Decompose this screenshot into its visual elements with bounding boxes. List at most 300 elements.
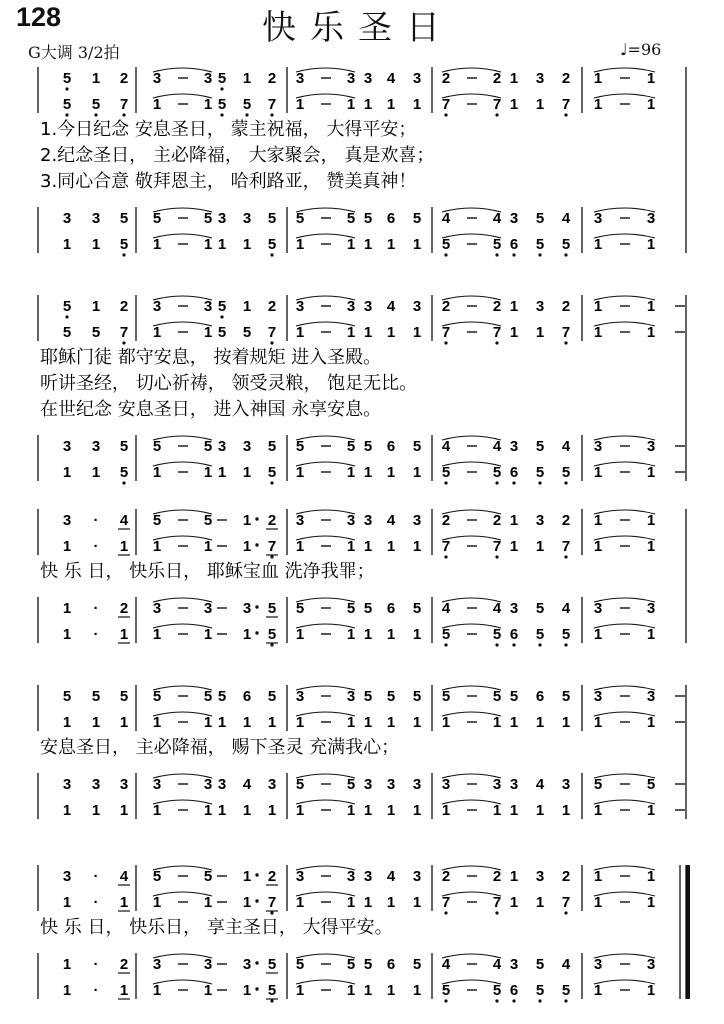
sys2-upper-note: 1 (646, 298, 656, 315)
sys1-lower-note: 1 (295, 236, 305, 253)
sys1-upper-note-low-octave-dot (495, 113, 498, 116)
sys5-upper-note-low-octave-dot (444, 911, 447, 914)
key-signature: G大调 3/2拍 (28, 43, 120, 62)
sys2-upper-note: 5 (62, 298, 72, 315)
sys1-upper-note: 1 (646, 70, 656, 87)
sys3-upper-note: 1 (295, 538, 305, 555)
sys5-upper-note: 3 (363, 868, 373, 885)
sys4-lower-note: 3 (386, 776, 396, 793)
lyric-line: 在世纪念 安息圣日， 进入神国 永享安息。 (40, 399, 382, 420)
sys3-upper-note: 3 (412, 512, 422, 529)
sys5-lower-note: 3 (152, 956, 162, 973)
lyric-line: 安息圣日， 主必降福， 赐下圣灵 充满我心； (40, 737, 400, 758)
sys2-lower-note: 1 (646, 464, 656, 481)
sys1-upper-note: 1 (509, 96, 519, 113)
sys3-lower-note: 1 (363, 626, 373, 643)
sys1-upper-note: 3 (295, 70, 305, 87)
sys5-lower-note: 5 (412, 956, 422, 973)
sys1-upper-note-low-octave-dot (65, 87, 68, 90)
sys1-lower-note: 1 (593, 236, 603, 253)
sys4-lower-note: 1 (346, 802, 356, 819)
sys5-lower-note: 3 (646, 956, 656, 973)
sys2-upper-note: 2 (441, 298, 451, 315)
sys1-upper-note: 2 (492, 70, 502, 87)
sys1-upper-note-low-octave-dot (245, 113, 248, 116)
sys1-lower-note: 6 (386, 210, 396, 227)
sys2-lower-note-low-octave-dot (444, 481, 447, 484)
sys2-lower-note: 5 (119, 464, 129, 481)
sys4-lower-note: 1 (62, 802, 72, 819)
sys5-upper-note: 1 (386, 894, 396, 911)
sys4-lower-note: 1 (152, 802, 162, 819)
sys4-upper-note: 5 (267, 688, 277, 705)
sys1-lower-note: 4 (561, 210, 571, 227)
sys5-lower-note: 5 (363, 956, 373, 973)
sys2-lower-note-low-octave-dot (538, 481, 541, 484)
sys3-upper-note: 2 (561, 512, 571, 529)
sys5-upper-note: 2 (492, 868, 502, 885)
sys4-upper-note: 6 (535, 688, 545, 705)
sys4-lower-note: 5 (646, 776, 656, 793)
sys4-upper-note: 1 (535, 714, 545, 731)
sys1-upper-note: 1 (593, 70, 603, 87)
sys1-lower-note-low-octave-dot (444, 253, 447, 256)
sys5-lower-note: 3 (593, 956, 603, 973)
sys1-upper-note: 3 (535, 70, 545, 87)
lyric-line: 3.同心合意 敬拜恩主， 哈利路亚， 赞美真神！ (40, 171, 417, 192)
sys2-upper-note: 5 (242, 324, 252, 341)
sys4-upper-note: 1 (242, 714, 252, 731)
sys1-lower-note: 3 (509, 210, 519, 227)
sys5-lower-note: 1 (62, 956, 72, 973)
sys3-upper-note: 4 (119, 512, 129, 529)
sys5-lower-note: 6 (509, 982, 519, 999)
sys2-lower-note: 3 (509, 438, 519, 455)
sys2-upper-note: 7 (492, 324, 502, 341)
sys3-lower-note-low-octave-dot (512, 643, 515, 646)
sys4-lower-note: 4 (242, 776, 252, 793)
sys2-lower-note: 1 (386, 464, 396, 481)
sys3-lower-note: 1 (242, 626, 252, 643)
sys1-lower-note: 1 (346, 236, 356, 253)
sys2-upper-note: 3 (152, 298, 162, 315)
sys5-lower-note-low-octave-dot (444, 999, 447, 1002)
sys1-lower-note: 5 (535, 210, 545, 227)
sys5-upper-note: 3 (535, 868, 545, 885)
lyric-line: 2.纪念圣日， 主必降福， 大家聚会， 真是欢喜； (40, 145, 435, 166)
sys2-lower-note: 1 (217, 464, 227, 481)
sys5-upper-note: 5 (203, 868, 213, 885)
sys5-lower-note: 1 (646, 982, 656, 999)
lyric-line: 听讲圣经， 切心祈祷， 领受灵粮， 饱足无比。 (40, 373, 418, 394)
lyric-line: 耶稣门徒 都守安息， 按着规矩 进入圣殿。 (40, 347, 382, 368)
sys1-upper-note-low-octave-dot (122, 113, 125, 116)
sys5-upper-note-low-octave-dot (495, 911, 498, 914)
sys3-lower-note: 5 (363, 600, 373, 617)
sys2-upper-note: 3 (295, 298, 305, 315)
sys5-lower-note-low-octave-dot (495, 999, 498, 1002)
sys1-upper-note: 1 (509, 70, 519, 87)
sys3-upper-note: 3 (535, 512, 545, 529)
sys1-upper-note: 1 (412, 96, 422, 113)
sys1-lower-note: 5 (535, 236, 545, 253)
sys3-lower-note: 3 (242, 600, 252, 617)
sys2-upper-note: 1 (363, 324, 373, 341)
sys3-upper-note: 1 (646, 538, 656, 555)
sys3-lower-note: 1 (295, 626, 305, 643)
sys3-lower-note: 1 (386, 626, 396, 643)
sys2-lower-note: 5 (203, 438, 213, 455)
sys3-lower-note: 5 (412, 600, 422, 617)
sys1-upper-note-low-octave-dot (94, 113, 97, 116)
sys5-upper-note: 1 (62, 894, 72, 911)
sys4-upper-note: 5 (119, 688, 129, 705)
sys4-upper-note: 1 (119, 714, 129, 731)
sys3-upper-note: 7 (441, 538, 451, 555)
sys4-lower-note: 1 (91, 802, 101, 819)
sys5-lower-note: 5 (267, 982, 277, 999)
sys4-lower-note: 3 (203, 776, 213, 793)
sys5-upper-note: 2 (441, 868, 451, 885)
sys3-upper-note: 1 (646, 512, 656, 529)
sys2-lower-note: 5 (152, 438, 162, 455)
sys5-upper-note: 1 (242, 894, 252, 911)
sys3-upper-note: · (93, 512, 99, 529)
sys2-upper-note: 2 (561, 298, 571, 315)
lyric-line: 快 乐 日， 快乐日， 享主圣日， 大得平安。 (40, 917, 393, 938)
sys4-upper-note: 5 (217, 688, 227, 705)
sys5-lower-note: 1 (152, 982, 162, 999)
sys5-upper-note: 1 (646, 894, 656, 911)
sys2-lower-note: 4 (492, 438, 502, 455)
sys1-lower-note: 5 (203, 210, 213, 227)
sys3-lower-note-aug-dot (255, 631, 258, 634)
sys2-upper-note: 5 (91, 324, 101, 341)
sys2-upper-note: 1 (242, 298, 252, 315)
sys5-lower-note: 2 (119, 956, 129, 973)
sys2-lower-note: 3 (91, 438, 101, 455)
sys1-lower-note: 5 (267, 210, 277, 227)
sys2-lower-note: 1 (593, 464, 603, 481)
sys3-lower-note: 4 (492, 600, 502, 617)
sys2-lower-note: 5 (267, 438, 277, 455)
sys3-upper-note: 3 (346, 512, 356, 529)
sys4-lower-note: 1 (363, 802, 373, 819)
sys1-upper-note: 2 (119, 70, 129, 87)
sys2-upper-note: 1 (593, 324, 603, 341)
sys4-lower-note: 5 (346, 776, 356, 793)
sys5-upper-note: 2 (561, 868, 571, 885)
sys4-upper-note: 1 (295, 714, 305, 731)
sys1-upper-note: 3 (363, 70, 373, 87)
sys3-lower-note: 1 (62, 626, 72, 643)
sys2-lower-note: 5 (441, 464, 451, 481)
sys1-upper-note-low-octave-dot (220, 87, 223, 90)
sys1-upper-note: 1 (295, 96, 305, 113)
sys5-lower-note: 3 (509, 956, 519, 973)
sys2-upper-note: 5 (217, 298, 227, 315)
sys3-upper-note-aug-dot (255, 543, 258, 546)
sys1-upper-note-low-octave-dot (65, 113, 68, 116)
sys1-lower-note-low-octave-dot (512, 253, 515, 256)
sys3-upper-note-low-octave-dot (444, 555, 447, 558)
sys4-upper-note: 5 (441, 688, 451, 705)
sys4-upper-note: 5 (91, 688, 101, 705)
sys2-upper-note: 1 (295, 324, 305, 341)
sys5-lower-note: 5 (535, 982, 545, 999)
sys4-lower-note: 3 (561, 776, 571, 793)
sys2-lower-note-low-octave-dot (122, 481, 125, 484)
sys1-upper-note: 5 (91, 96, 101, 113)
sys1-upper-note: 1 (535, 96, 545, 113)
sys5-lower-note-aug-dot (255, 961, 258, 964)
sys1-lower-note: 1 (386, 236, 396, 253)
sys1-upper-note: 1 (363, 96, 373, 113)
sys3-lower-note: 1 (152, 626, 162, 643)
sys3-upper-note: 4 (386, 512, 396, 529)
sys2-upper-note: 1 (646, 324, 656, 341)
sys5-upper-note: 1 (509, 894, 519, 911)
sys1-lower-note: 5 (119, 210, 129, 227)
sys1-upper-note: 2 (441, 70, 451, 87)
sys3-lower-note: 1 (646, 626, 656, 643)
sys3-lower-note: 5 (535, 626, 545, 643)
sys4-lower-note: 1 (509, 802, 519, 819)
sys3-lower-note: 5 (441, 626, 451, 643)
sys2-lower-note: 3 (646, 438, 656, 455)
sys3-upper-note: 1 (242, 512, 252, 529)
sys5-upper-note: 3 (62, 868, 72, 885)
sys1-upper-note-low-octave-dot (270, 113, 273, 116)
lyric-line: 1.今日纪念 安息圣日， 蒙主祝福， 大得平安； (40, 119, 417, 140)
sys1-upper-note: 1 (203, 96, 213, 113)
sys3-lower-note: 2 (119, 600, 129, 617)
sys1-upper-note: 7 (441, 96, 451, 113)
sys1-lower-note: 3 (91, 210, 101, 227)
sys3-upper-note: 1 (535, 538, 545, 555)
sys2-lower-note: 4 (561, 438, 571, 455)
sys1-lower-note: 5 (441, 236, 451, 253)
sys3-lower-note-low-octave-dot (564, 643, 567, 646)
sys1-lower-note: 6 (509, 236, 519, 253)
sys3-upper-note: 7 (267, 538, 277, 555)
sys4-lower-note: 3 (267, 776, 277, 793)
sys1-lower-note-low-octave-dot (495, 253, 498, 256)
sys2-lower-note-low-octave-dot (495, 481, 498, 484)
sys5-lower-note: 4 (441, 956, 451, 973)
sys1-lower-note: 3 (217, 210, 227, 227)
sys4-upper-note: 1 (441, 714, 451, 731)
sys1-lower-note: 3 (593, 210, 603, 227)
sys4-lower-note: 3 (217, 776, 227, 793)
sys4-lower-note: 1 (203, 802, 213, 819)
sys5-lower-note: 5 (346, 956, 356, 973)
sys5-lower-note-low-octave-dot (564, 999, 567, 1002)
sys4-upper-note: 3 (346, 688, 356, 705)
sys1-lower-note: 4 (492, 210, 502, 227)
sys2-upper-note: 1 (509, 298, 519, 315)
sys3-upper-note: 1 (386, 538, 396, 555)
sys1-upper-note: 5 (217, 96, 227, 113)
sys5-lower-note: 5 (535, 956, 545, 973)
sys5-upper-note: 1 (646, 868, 656, 885)
sys4-upper-note: 5 (152, 688, 162, 705)
sys2-lower-note-low-octave-dot (270, 481, 273, 484)
sys5-lower-note: 1 (242, 982, 252, 999)
sys2-lower-note: 3 (217, 438, 227, 455)
sys1-upper-note: 1 (242, 70, 252, 87)
sys4-upper-note: 5 (386, 688, 396, 705)
sys4-lower-note: 1 (535, 802, 545, 819)
sys5-upper-note-low-octave-dot (564, 911, 567, 914)
sys3-lower-note: 5 (561, 626, 571, 643)
sys4-upper-note: 5 (561, 688, 571, 705)
sys2-upper-note-low-octave-dot (444, 341, 447, 344)
sys3-upper-note: 3 (363, 512, 373, 529)
sys1-lower-note: 1 (412, 236, 422, 253)
sys2-upper-note: 1 (203, 324, 213, 341)
sys5-upper-note: 1 (242, 868, 252, 885)
sys2-lower-note: 5 (492, 464, 502, 481)
sys5-upper-note: 1 (593, 894, 603, 911)
sys4-lower-note: 3 (492, 776, 502, 793)
sys5-upper-note: 1 (593, 868, 603, 885)
sys3-upper-note: 1 (62, 538, 72, 555)
sys1-lower-note-low-octave-dot (122, 253, 125, 256)
sys5-upper-note: 7 (267, 894, 277, 911)
sys3-upper-note: 5 (152, 512, 162, 529)
sys5-lower-note: 6 (386, 956, 396, 973)
sys1-upper-note: 7 (267, 96, 277, 113)
sys4-upper-note: 1 (561, 714, 571, 731)
sys1-upper-note: 7 (492, 96, 502, 113)
sys1-upper-note: 1 (386, 96, 396, 113)
sys4-upper-note: 1 (509, 714, 519, 731)
sys1-lower-note-low-octave-dot (538, 253, 541, 256)
sys5-upper-note: 1 (363, 894, 373, 911)
sys3-upper-note: 2 (492, 512, 502, 529)
sys1-lower-note: 1 (646, 236, 656, 253)
sys2-lower-note: 1 (346, 464, 356, 481)
sys3-upper-note: 3 (62, 512, 72, 529)
sys4-lower-note: 1 (412, 802, 422, 819)
sys3-upper-note: 7 (492, 538, 502, 555)
sys3-upper-note: 1 (593, 512, 603, 529)
sys4-lower-note: 3 (119, 776, 129, 793)
sys1-upper-note: 5 (62, 70, 72, 87)
half-note-icon: ♩ (620, 40, 628, 59)
sys1-upper-note: 1 (346, 96, 356, 113)
sys5-upper-note: 1 (295, 894, 305, 911)
sys2-upper-note: 7 (119, 324, 129, 341)
sys5-upper-note-aug-dot (255, 873, 258, 876)
sys4-lower-note: 1 (646, 802, 656, 819)
sys5-lower-note: 4 (492, 956, 502, 973)
sys3-lower-note-low-octave-dot (495, 643, 498, 646)
sys5-upper-note: 1 (152, 894, 162, 911)
sys4-lower-note: 1 (242, 802, 252, 819)
lyric-line: 快 乐 日， 快乐日， 耶稣宝血 洗净我罪； (40, 561, 375, 582)
sys1-lower-note: 1 (363, 236, 373, 253)
sys4-lower-note: 1 (441, 802, 451, 819)
sys2-lower-note-low-octave-dot (564, 481, 567, 484)
sys4-upper-note: 1 (62, 714, 72, 731)
sys5-lower-note: 3 (203, 956, 213, 973)
sys2-upper-note: 2 (267, 298, 277, 315)
sys4-lower-note: 5 (295, 776, 305, 793)
sys2-upper-note: 3 (535, 298, 545, 315)
sys2-upper-note: 7 (561, 324, 571, 341)
sys3-upper-note: 1 (242, 538, 252, 555)
sys2-lower-note: 1 (91, 464, 101, 481)
sys3-lower-note: 5 (346, 600, 356, 617)
sys5-upper-note: 1 (412, 894, 422, 911)
sys4-lower-note: 1 (119, 802, 129, 819)
sys2-lower-note: 1 (62, 464, 72, 481)
sys3-upper-note-low-octave-dot (564, 555, 567, 558)
sys3-lower-note: 1 (203, 626, 213, 643)
sys4-lower-note: 3 (62, 776, 72, 793)
sys1-lower-note: 5 (119, 236, 129, 253)
sys5-lower-note: 1 (363, 982, 373, 999)
sys2-upper-note: 1 (152, 324, 162, 341)
sys2-upper-note: 1 (593, 298, 603, 315)
sys1-lower-note: 5 (561, 236, 571, 253)
sys5-upper-note: 1 (119, 894, 129, 911)
sys4-upper-note: 5 (492, 688, 502, 705)
sys4-lower-note: 4 (535, 776, 545, 793)
sys3-upper-note: 1 (203, 538, 213, 555)
sys2-lower-note: 1 (363, 464, 373, 481)
sys5-lower-note: 5 (492, 982, 502, 999)
sys5-lower-note: · (93, 982, 99, 999)
sys3-lower-note: 3 (152, 600, 162, 617)
sys4-upper-note: 1 (267, 714, 277, 731)
sys2-upper-note: 7 (441, 324, 451, 341)
sys1-upper-note-low-octave-dot (220, 113, 223, 116)
sys3-lower-note: 4 (561, 600, 571, 617)
sys2-upper-note: 3 (203, 298, 213, 315)
sys2-lower-note: 5 (535, 438, 545, 455)
sys1-upper-note: 3 (412, 70, 422, 87)
sys1-lower-note: 5 (492, 236, 502, 253)
sys4-lower-note: 3 (509, 776, 519, 793)
sys5-upper-note: 4 (119, 868, 129, 885)
sys5-lower-note-low-octave-dot (538, 999, 541, 1002)
sys1-lower-note: 1 (91, 236, 101, 253)
sys1-upper-note: 1 (91, 70, 101, 87)
sys2-upper-note: 3 (346, 298, 356, 315)
sys2-lower-note: 1 (295, 464, 305, 481)
sys2-upper-note-low-octave-dot (220, 315, 223, 318)
sys3-upper-note: 7 (561, 538, 571, 555)
sys5-lower-note: 4 (561, 956, 571, 973)
sys4-upper-note: 5 (62, 688, 72, 705)
sys1-upper-note-low-octave-dot (444, 113, 447, 116)
sys1-upper-note-low-octave-dot (564, 113, 567, 116)
sys3-upper-note: 1 (509, 512, 519, 529)
sys3-lower-note: 3 (509, 600, 519, 617)
sys2-lower-note: 5 (267, 464, 277, 481)
sys1-lower-note: 5 (363, 210, 373, 227)
sys4-upper-note: 1 (386, 714, 396, 731)
sys3-upper-note: 1 (363, 538, 373, 555)
sys1-lower-note-low-octave-dot (564, 253, 567, 256)
sys2-upper-note: 1 (386, 324, 396, 341)
sys3-lower-note: 1 (62, 600, 72, 617)
sys4-lower-note: 1 (561, 802, 571, 819)
sys4-upper-note: 1 (492, 714, 502, 731)
